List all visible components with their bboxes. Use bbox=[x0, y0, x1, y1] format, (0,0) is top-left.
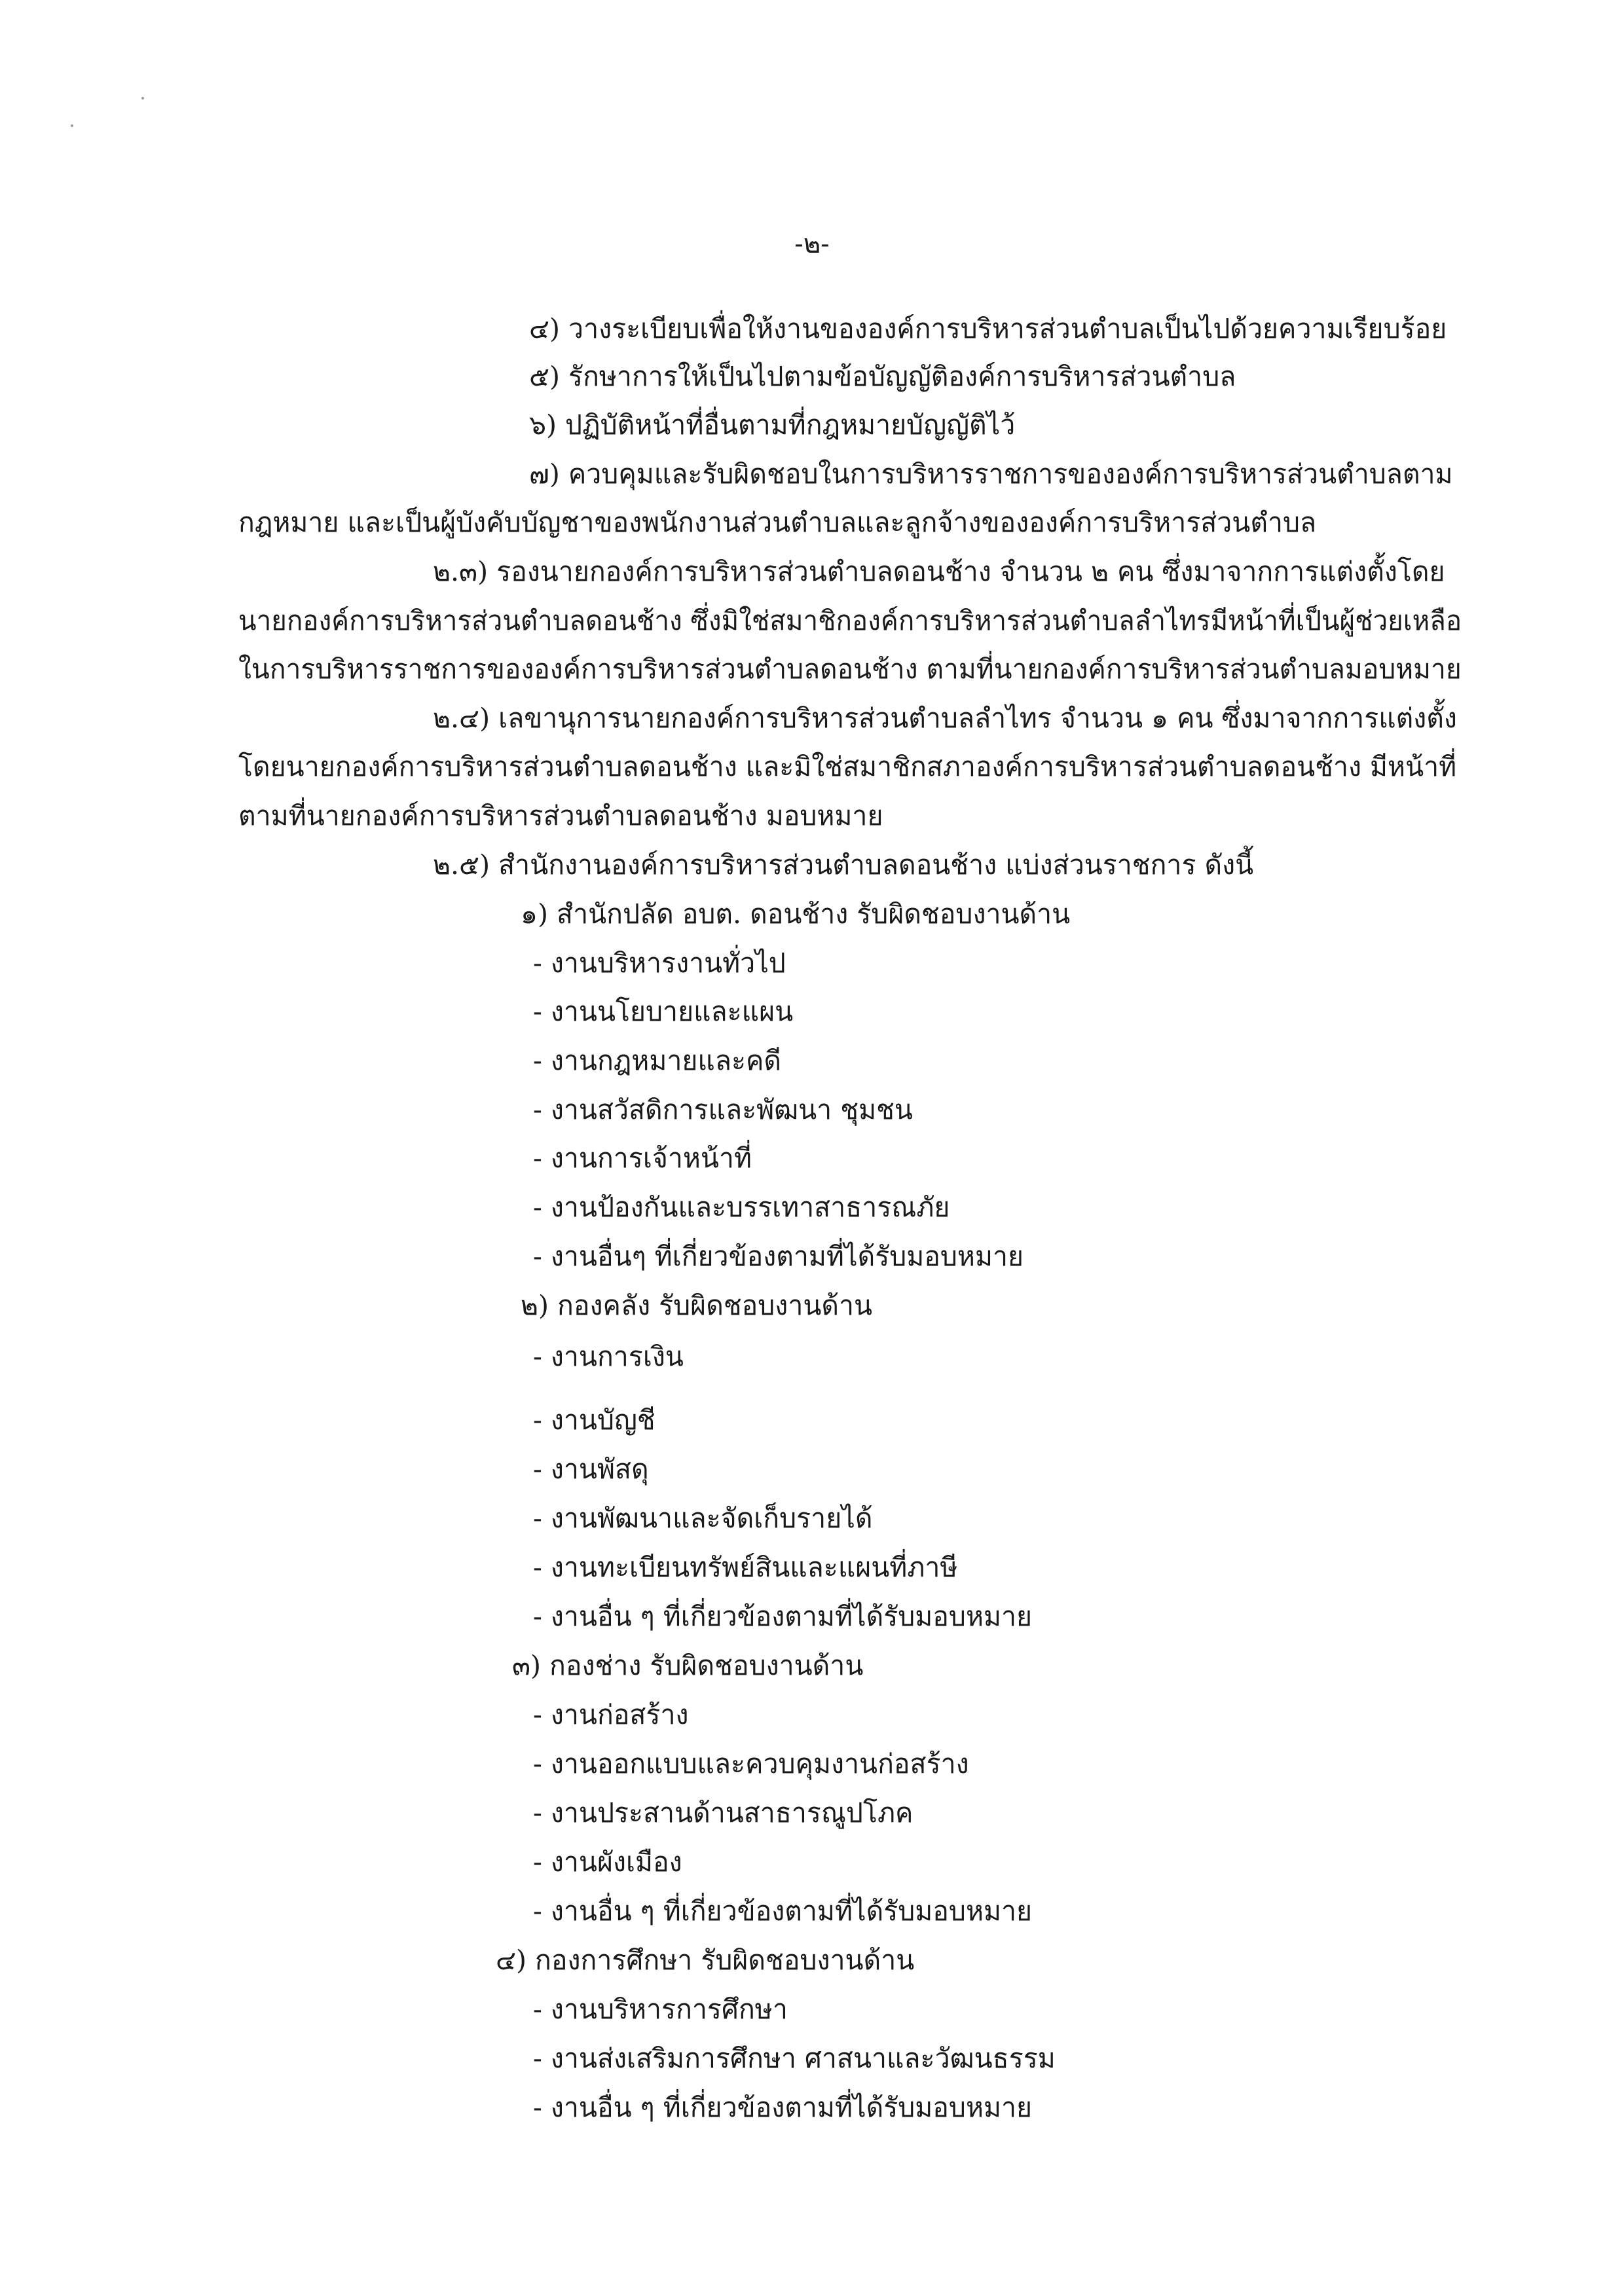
text-line: - งานทะเบียนทรัพย์สินและแผนที่ภาษี bbox=[533, 1552, 958, 1583]
text-line: ๔) กองการศึกษา รับผิดชอบงานด้าน bbox=[496, 1944, 915, 1976]
text-line: ๔) วางระเบียบเพื่อให้งานขององค์การบริหารส่วนตำบลเป็นไปด้วยความเรียบร้อย bbox=[529, 313, 1447, 344]
text-line: ๒.๔) เลขานุการนายกองค์การบริหารส่วนตำบลลำไทร จำนวน ๑ คน ซึ่งมาจากการแต่งตั้ง bbox=[433, 702, 1457, 734]
text-line: - งานส่งเสริมการศึกษา ศาสนาและวัฒนธรรม bbox=[533, 2043, 1056, 2074]
text-line: ๒.๕) สำนักงานองค์การบริหารส่วนตำบลดอนช้าง แบ่งส่วนราชการ ดังนี้ bbox=[433, 849, 1254, 881]
text-line: - งานบริหารงานทั่วไป bbox=[533, 947, 786, 979]
page-number: -๒- bbox=[794, 229, 830, 259]
text-line: - งานอื่น ๆ ที่เกี่ยวข้องตามที่ได้รับมอบหมาย bbox=[533, 1601, 1033, 1632]
text-line: โดยนายกองค์การบริหารส่วนตำบลดอนช้าง และมิใช่สมาชิกสภาองค์การบริหารส่วนตำบลดอนช้าง มีหน้าที่ bbox=[238, 751, 1457, 782]
text-line: ๒.๓) รองนายกองค์การบริหารส่วนตำบลดอนช้าง จำนวน ๒ คน ซึ่งมาจากการแต่งตั้งโดย bbox=[433, 556, 1445, 587]
text-line: ๖) ปฏิบัติหน้าที่อื่นตามที่กฎหมายบัญญัติไว้ bbox=[529, 409, 1016, 441]
text-line: - งานอื่น ๆ ที่เกี่ยวข้องตามที่ได้รับมอบหมาย bbox=[533, 1895, 1033, 1927]
text-line: - งานอื่น ๆ ที่เกี่ยวข้องตามที่ได้รับมอบหมาย bbox=[533, 2092, 1033, 2123]
text-line: - งานออกแบบและควบคุมงานก่อสร้าง bbox=[533, 1748, 969, 1779]
text-line: - งานการเงิน bbox=[533, 1341, 684, 1372]
text-line: นายกองค์การบริหารส่วนตำบลดอนช้าง ซึ่งมิใช่สมาชิกองค์การบริหารส่วนตำบลลำไทรมีหน้าที่เป็นผู้ช่วยเหลือ bbox=[238, 605, 1462, 636]
scan-speck bbox=[141, 97, 144, 100]
text-line: - งานการเจ้าหน้าที่ bbox=[533, 1142, 752, 1174]
text-line: - งานอื่นๆ ที่เกี่ยวข้องตามที่ได้รับมอบหมาย bbox=[533, 1241, 1024, 1272]
text-line: - งานพัฒนาและจัดเก็บรายได้ bbox=[533, 1503, 873, 1534]
text-line: - งานก่อสร้าง bbox=[533, 1699, 689, 1730]
text-line: - งานกฎหมายและคดี bbox=[533, 1045, 782, 1076]
text-line: - งานสวัสดิการและพัฒนา ชุมชน bbox=[533, 1094, 913, 1125]
text-line: - งานประสานด้านสาธารณูปโภค bbox=[533, 1797, 913, 1829]
text-line: ตามที่นายกองค์การบริหารส่วนตำบลดอนช้าง มอบหมาย bbox=[238, 800, 883, 831]
text-line: ๑) สำนักปลัด อบต. ดอนช้าง รับผิดชอบงานด้าน bbox=[521, 898, 1071, 930]
text-line: ๗) ควบคุมและรับผิดชอบในการบริหารราชการขององค์การบริหารส่วนตำบลตาม bbox=[529, 458, 1453, 490]
text-line: - งานพัสดุ bbox=[533, 1453, 649, 1485]
text-line: ๒) กองคลัง รับผิดชอบงานด้าน bbox=[521, 1290, 873, 1321]
text-line: - งานบริหารการศึกษา bbox=[533, 1994, 788, 2025]
text-line: - งานป้องกันและบรรเทาสาธารณภัย bbox=[533, 1192, 950, 1223]
text-line: ในการบริหารราชการขององค์การบริหารส่วนตำบลดอนช้าง ตามที่นายกองค์การบริหารส่วนตำบลมอบหมาย bbox=[238, 653, 1462, 685]
text-line: - งานบัญชี bbox=[533, 1404, 655, 1436]
text-line: - งานนโยบายและแผน bbox=[533, 996, 794, 1027]
text-line: ๕) รักษาการให้เป็นไปตามข้อบัญญัติองค์การบริหารส่วนตำบล bbox=[529, 361, 1236, 392]
text-line: - งานผังเมือง bbox=[533, 1846, 682, 1878]
text-line: กฎหมาย และเป็นผู้บังคับบัญชาของพนักงานส่วนตำบลและลูกจ้างขององค์การบริหารส่วนตำบล bbox=[238, 507, 1317, 538]
text-line: ๓) กองช่าง รับผิดชอบงานด้าน bbox=[512, 1650, 864, 1681]
scan-speck bbox=[71, 124, 73, 127]
